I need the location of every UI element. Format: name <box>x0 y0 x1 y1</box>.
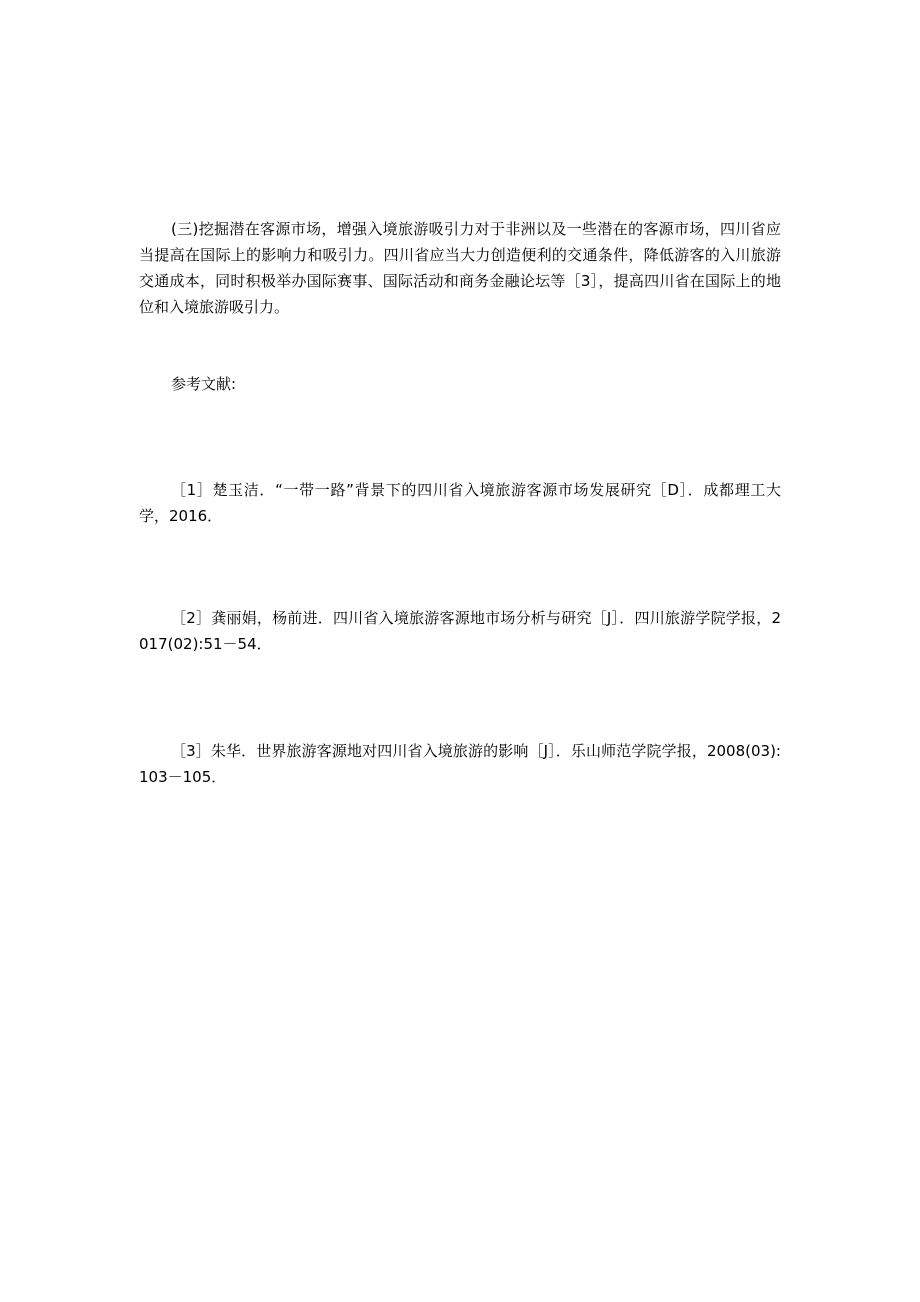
reference-item-1: ［1］楚玉洁．“一带一路”背景下的四川省入境旅游客源市场发展研究［D］．成都理工大学，2016． <box>139 481 781 525</box>
body-paragraph: (三)挖掘潜在客源市场，增强入境旅游吸引力对于非洲以及一些潜在的客源市场，四川省应当提高在国际上的影响力和吸引力。四川省应当大力创造便利的交通条件，降低游客的入川旅游交通成本，同时积极举办国际赛事、国际活动和商务金融论坛等［3］，提高四川省在国际上的地位和入境旅游吸引力。 <box>139 220 781 316</box>
reference-item-3: ［3］朱华．世界旅游客源地对四川省入境旅游的影响［J］．乐山师范学院学报，2008(03):103－105． <box>139 742 781 786</box>
references-heading: 参考文献: <box>171 375 237 393</box>
reference-item-2: ［2］龚丽娟，杨前进．四川省入境旅游客源地市场分析与研究［J］．四川旅游学院学报，2017(02):51－54． <box>139 609 781 653</box>
